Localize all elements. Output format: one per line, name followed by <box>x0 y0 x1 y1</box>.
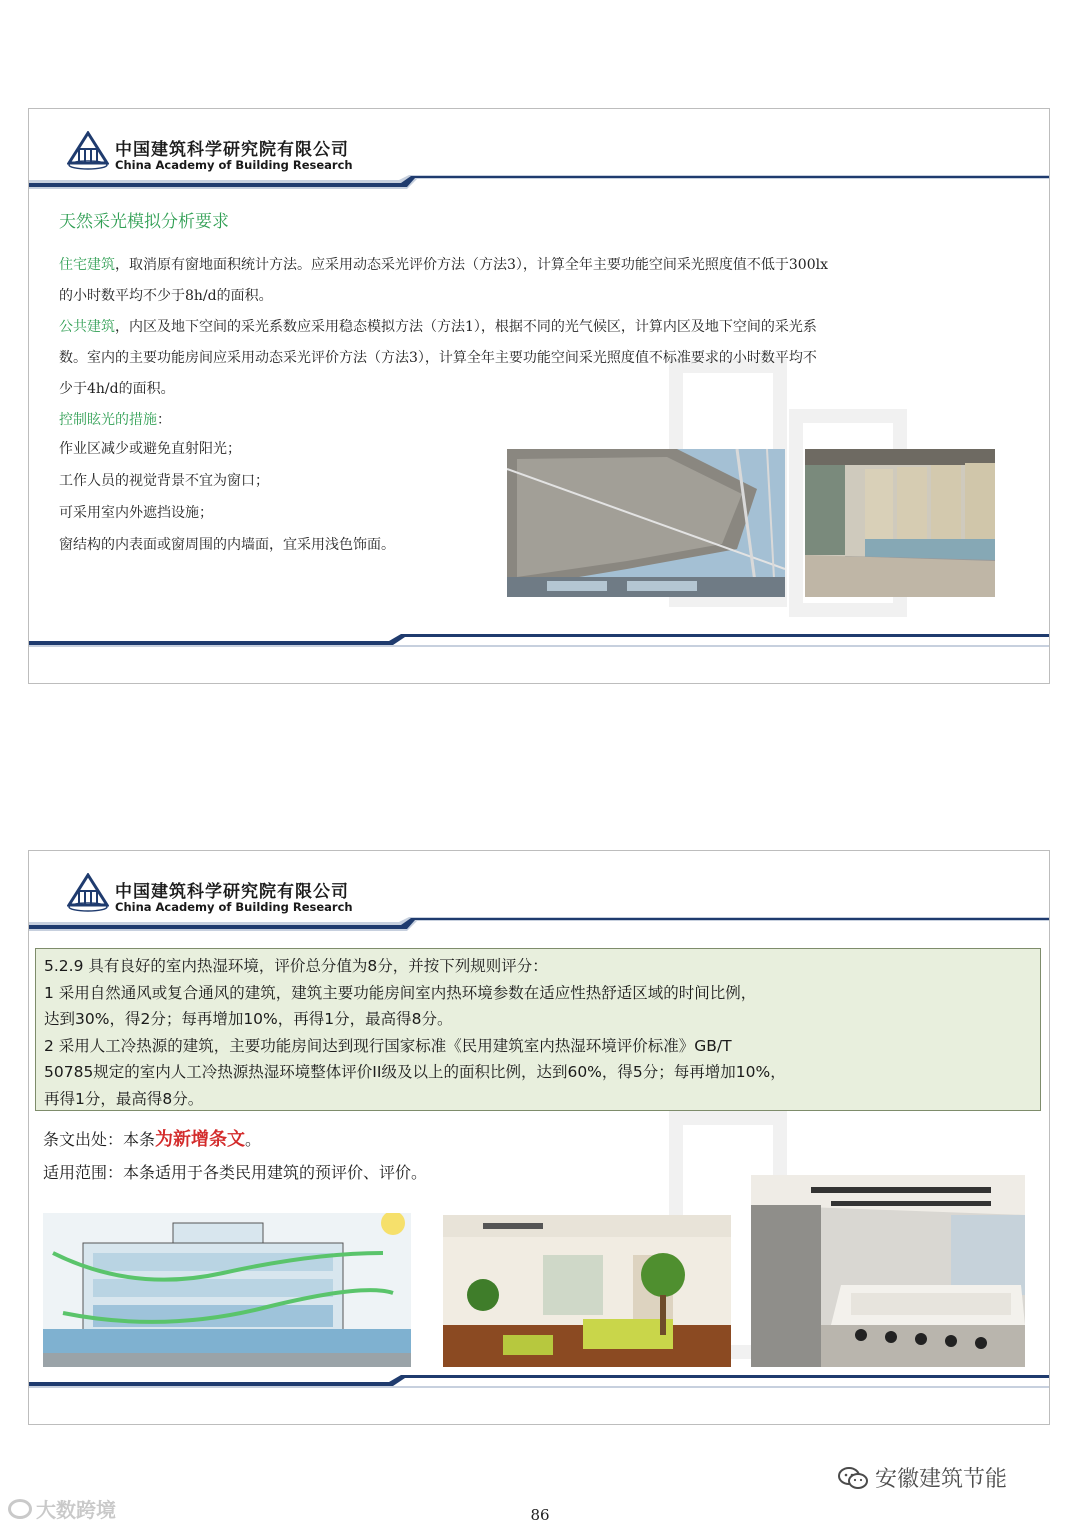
brand-text: 大数跨境 <box>36 1498 116 1522</box>
source-label: 条文出处：本条 <box>43 1130 156 1149</box>
wechat-account-watermark <box>838 1462 1007 1493</box>
glare-heading <box>59 405 999 436</box>
living-room-photo <box>443 1215 731 1367</box>
roller-blinds-photo <box>805 449 995 597</box>
slide-header <box>29 109 1049 189</box>
skylight-shade-photo <box>507 449 785 597</box>
source-end: 。 <box>245 1130 262 1149</box>
org-name-cn: 中国建筑科学研究院有限公司 <box>115 140 349 160</box>
rule-text-box <box>35 948 1041 1111</box>
scope-line: 适用范围：本条适用于各类民用建筑的预评价、评价。 <box>43 1163 428 1182</box>
footer-band <box>29 1372 1049 1388</box>
public-paragraph <box>59 312 999 405</box>
wechat-icon <box>838 1466 868 1490</box>
glare-colon: ： <box>157 412 171 428</box>
org-name-cn: 中国建筑科学研究院有限公司 <box>115 882 349 902</box>
source-highlight: 为新增条文 <box>155 1129 246 1150</box>
residential-label: 住宅建筑 <box>59 257 115 273</box>
rule-line: 达到30%，得2分；每再增加10%，再得1分，最高得8分。 <box>44 1010 453 1028</box>
ventilation-section-diagram <box>43 1213 411 1367</box>
slide-thermal-comfort <box>28 850 1050 1425</box>
section-title: 天然采光模拟分析要求 <box>59 212 229 232</box>
rule-line: 2 采用人工冷热源的建筑，主要功能房间达到现行国家标准《民用建筑室内热湿环境评价标准》GB/T <box>44 1036 732 1055</box>
slide-header <box>29 851 1049 931</box>
org-name-en: China Academy of Building Research <box>115 158 353 172</box>
rule-line: 再得1分，最高得8分。 <box>44 1089 204 1108</box>
header-band <box>29 175 1049 189</box>
cabr-logo-icon <box>67 131 109 171</box>
public-text-end: 少于4h/d的面积。 <box>59 381 175 397</box>
list-item: 工作人员的视觉背景不宜为窗口； <box>59 473 269 489</box>
rule-line: 50785规定的室内人工冷热源热湿环境整体评价II级及以上的面积比例，达到60%，得5分；每再增加10%， <box>44 1063 786 1081</box>
list-item: 作业区减少或避免直射阳光； <box>59 441 241 457</box>
header-band <box>29 917 1049 931</box>
residential-text-cont: 的小时数平均不少于8h/d的面积。 <box>59 288 273 304</box>
cabr-logo-icon <box>67 873 109 913</box>
glare-title: 控制眩光的措施 <box>59 412 157 428</box>
rule-line: 1 采用自然通风或复合通风的建筑，建筑主要功能房间室内热环境参数在适应性热舒适区域的时间比例， <box>44 983 757 1002</box>
residential-paragraph <box>59 250 999 312</box>
list-item: 窗结构的内表面或窗周围的内墙面，宜采用浅色饰面。 <box>59 537 395 553</box>
source-line <box>43 1125 261 1151</box>
glare-measures-list <box>59 433 395 561</box>
meeting-room-photo <box>751 1175 1025 1367</box>
slide-daylighting <box>28 108 1050 684</box>
public-text-cont: 数。室内的主要功能房间应采用动态采光评价方法（方法3），计算全年主要功能空间采光照度值不标准要求的小时数平均不 <box>59 350 817 366</box>
public-label: 公共建筑 <box>59 319 115 335</box>
wechat-account-name: 安徽建筑节能 <box>875 1467 1008 1492</box>
public-text: ，内区及地下空间的采光系数应采用稳态模拟方法（方法1），根据不同的光气候区，计算内区及地下空间的采光系 <box>115 319 817 335</box>
list-item: 可采用室内外遮挡设施； <box>59 505 213 521</box>
footer-band <box>29 631 1049 647</box>
page-number: 86 <box>530 1506 550 1524</box>
rule-line: 5.2.9 具有良好的室内热湿环境，评价总分值为8分，并按下列规则评分： <box>44 957 548 975</box>
residential-text: ，取消原有窗地面积统计方法。应采用动态采光评价方法（方法3），计算全年主要功能空间采光照度值不低于300lx <box>115 257 828 273</box>
org-name-en: China Academy of Building Research <box>115 900 353 914</box>
